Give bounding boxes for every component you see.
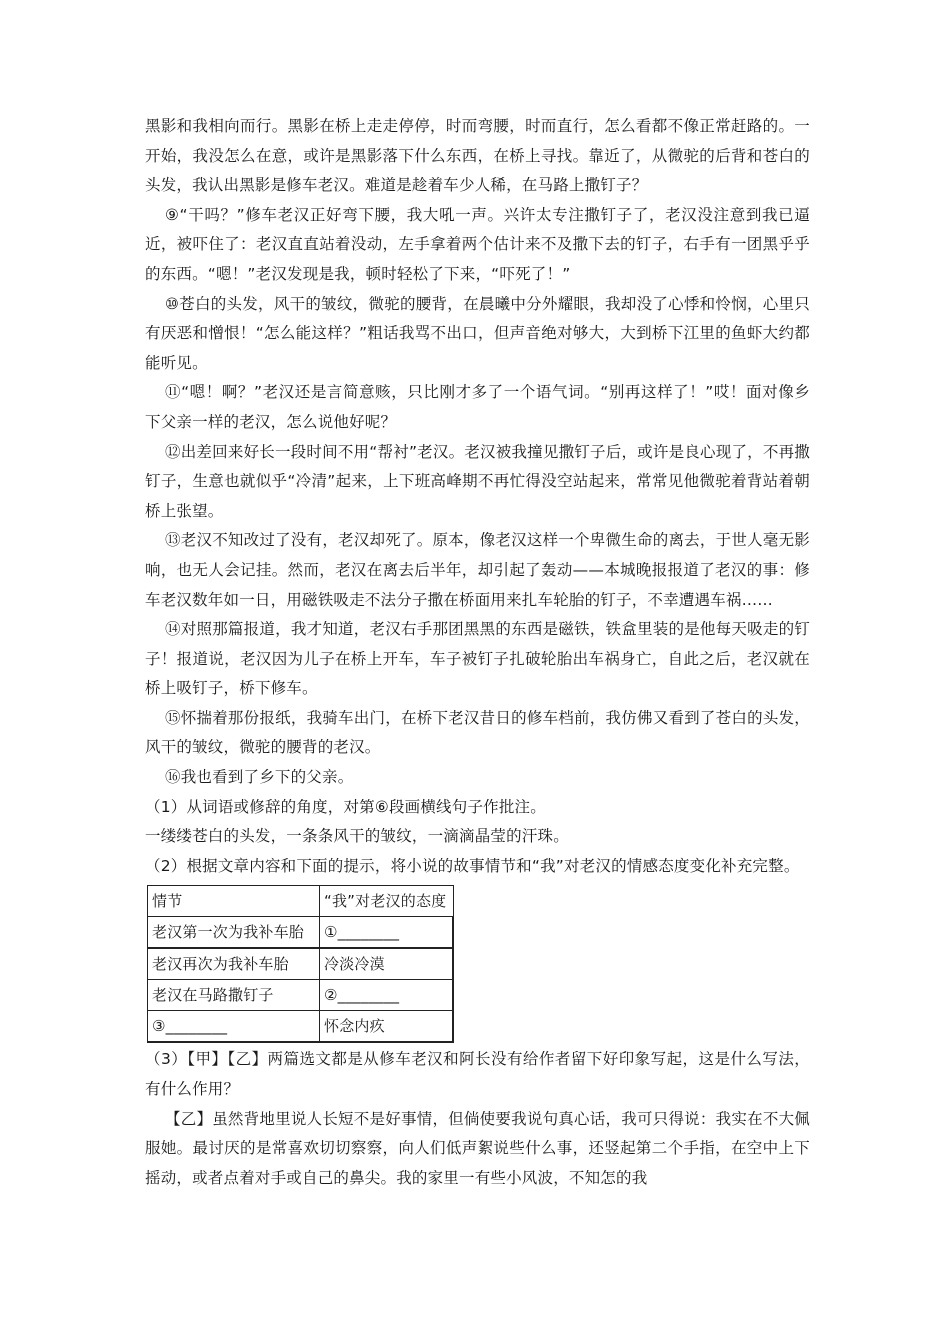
table-cell: 冷淡冷漠 [320,948,454,980]
table-header-cell: “我”对老汉的态度 [320,886,454,917]
table-cell: 老汉再次为我补车胎 [148,948,320,980]
paragraph-13: ⑬老汉不知改过了没有，老汉却死了。原本，像老汉这样一个卑微生命的离去，于世人毫无影响，也无人会记挂。然而，老汉在离去后半年，却引起了轰动——本城晚报报道了老汉的事：修车老汉数年如一日，用磁铁吸走不法分子撒在桥面用来扎车轮胎的钉子，不幸遭遇车祸…… [145,531,810,609]
table-row [148,1011,454,1043]
question-3-prompt: （3）【甲】【乙】两篇选文都是从修车老汉和阿长没有给作者留下好印象写起，这是什么写法，有什么作用？ [145,1050,810,1099]
table-cell: 怀念内疚 [320,1011,454,1043]
paragraph-15: ⑮怀揣着那份报纸，我骑车出门，在桥下老汉昔日的修车档前，我仿佛又看到了苍白的头发，风干的皱纹，微驼的腰背的老汉。 [145,708,810,757]
passage-b: 【乙】虽然背地里说人长短不是好事情，但倘使要我说句真心话，我可只得说：我实在不大佩服她。最讨厌的是常喜欢切切察察，向人们低声絮说些什么事，还竖起第二个手指，在空中上下摇动，或者点着对手或自己的鼻尖。我的家里一有些小风波，不知怎的我 [145,1109,810,1187]
paragraph-11: ⑪“嗯！啊？”老汉还是言简意赅，只比刚才多了一个语气词。“别再这样了！”哎！面对像乡下父亲一样的老汉，怎么说他好呢？ [145,383,810,431]
table-cell-blank[interactable]: ③________ [148,1011,320,1043]
table-header-row [148,886,454,917]
table-header-cell: 情节 [148,886,320,917]
paragraph-14: ⑭对照那篇报道，我才知道，老汉右手那团黑黑的东西是磁铁，铁盒里装的是他每天吸走的钉子！报道说，老汉因为儿子在桥上开车，车子被钉子扎破轮胎出车祸身亡，自此之后，老汉就在桥上吸钉子，桥下修车。 [145,620,810,698]
table-cell: 老汉第一次为我补车胎 [148,917,320,949]
paragraph-16: ⑯我也看到了乡下的父亲。 [165,768,354,787]
table-cell-blank[interactable]: ②________ [320,980,454,1011]
paragraph-12: ⑫出差回来好长一段时间不用“帮衬”老汉。老汉被我撞见撒钉子后，或许是良心现了，不再撒钉子，生意也就似乎“冷清”起来，上下班高峰期不再忙得没空站起来，常常见他微驼着背站着朝桥上张望。 [145,442,810,520]
paragraph-8-continued: 黑影和我相向而行。黑影在桥上走走停停，时而弯腰，时而直行，怎么看都不像正常赶路的。一开始，我没怎么在意，或许是黑影落下什么东西，在桥上寻找。靠近了，从微驼的后背和苍白的头发，我认出黑影是修车老汉。难道是趁着车少人稀，在马路上撒钉子？ [145,117,810,195]
question-1-prompt: （1）从词语或修辞的角度，对第⑥段画横线句子作批注。 [145,797,546,816]
plot-attitude-table [147,885,454,1043]
table-cell-blank[interactable]: ①________ [320,917,454,949]
paragraph-9: ⑨“干吗？”修车老汉正好弯下腰，我大吼一声。兴许太专注撒钉子了，老汉没注意到我已逼近，被吓住了：老汉直直站着没动，左手拿着两个估计来不及撒下去的钉子，右手有一团黑乎乎的东西。“嗯！”老汉发现是我，顿时轻松了下来，“吓死了！” [145,205,810,283]
question-1-sentence: 一缕缕苍白的头发，一条条风干的皱纹，一滴滴晶莹的汗珠。 [145,827,569,846]
document-page [145,112,810,1193]
table-row [148,917,454,949]
paragraph-10: ⑩苍白的头发，风干的皱纹，微驼的腰背，在晨曦中分外耀眼，我却没了心悸和怜悯，心里只有厌恶和憎恨！“怎么能这样？”粗话我骂不出口，但声音绝对够大，大到桥下江里的鱼虾大约都能听见。 [145,294,810,372]
table-row [148,948,454,980]
table-cell: 老汉在马路撒钉子 [148,980,320,1011]
table-row [148,980,454,1011]
question-2-prompt: （2）根据文章内容和下面的提示，将小说的故事情节和“我”对老汉的情感态度变化补充完整。 [145,856,800,875]
